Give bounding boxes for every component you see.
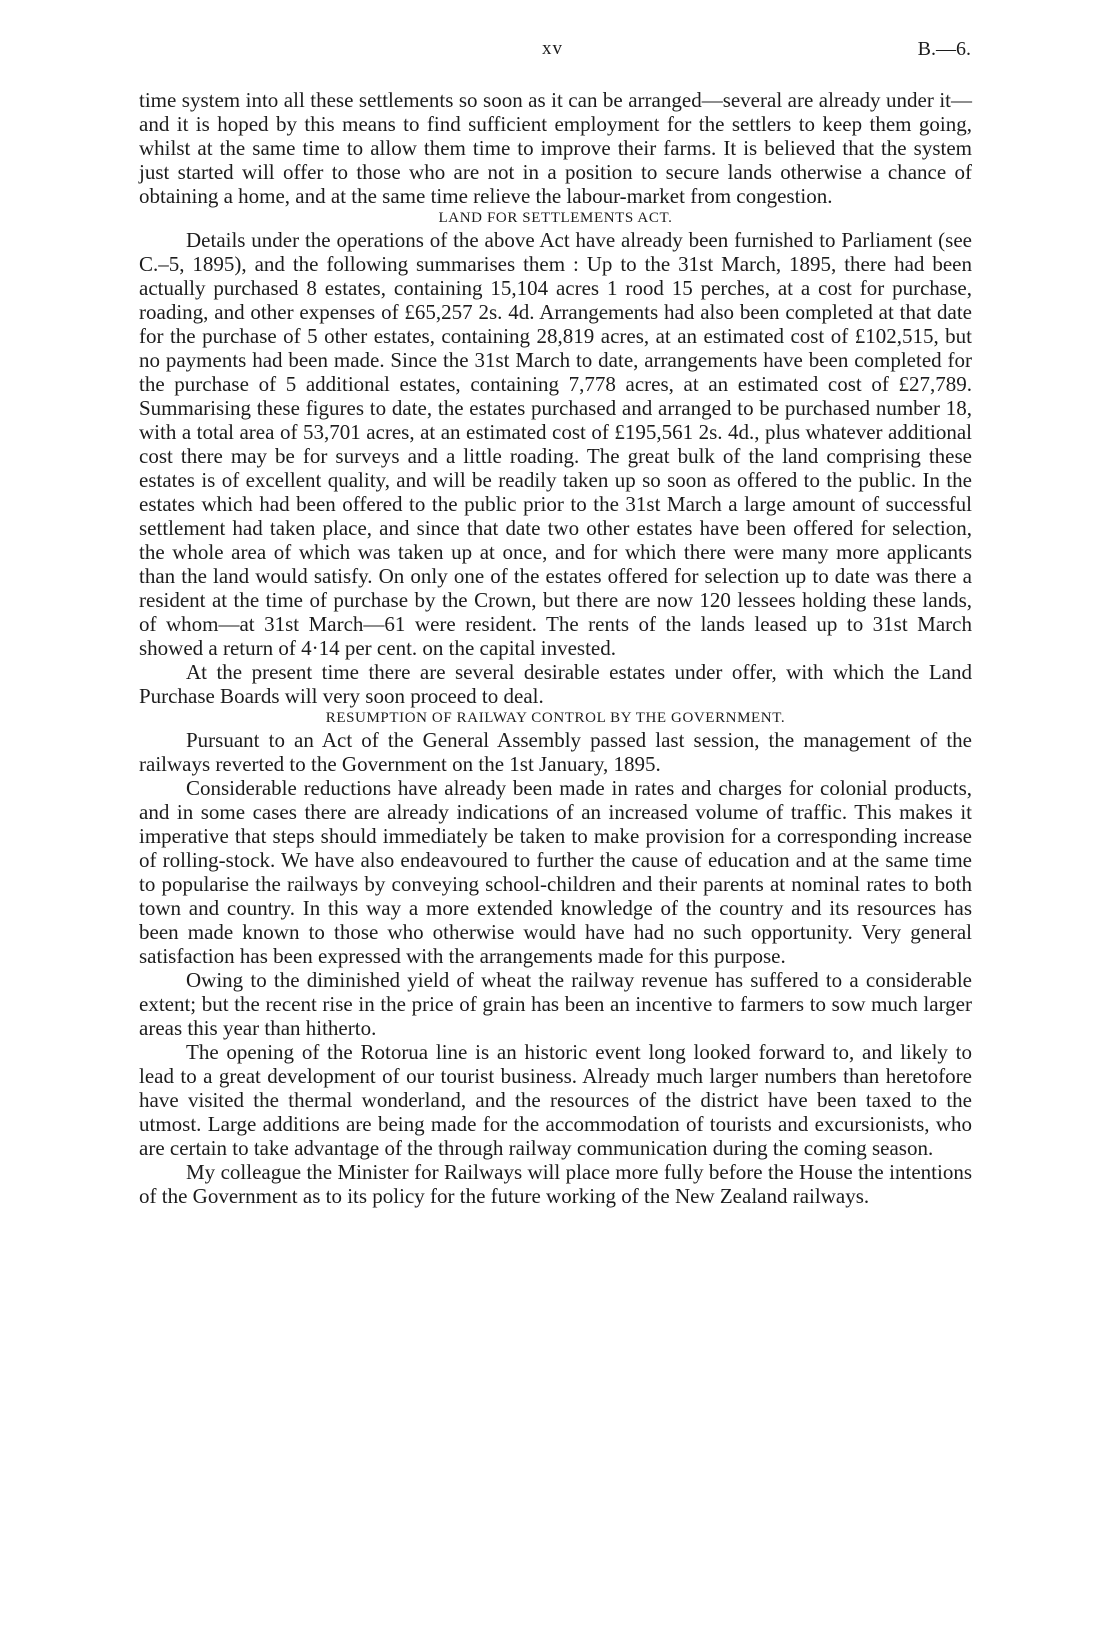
- paragraph: The opening of the Rotorua line is an historic event long looked forward to, and likely to lead to a great development of our tourist business. Already much larger numbers than heretofore have visited the thermal wonderland, and the resources of the district have been taxed to the utmost. Large additions are being made for the accommodation of tourists and excursionists, who are certain to take advantage of the through railway communication during the coming season.: [139, 1040, 972, 1160]
- body-text: [139, 88, 972, 1208]
- page-number: xv: [542, 38, 563, 59]
- paragraph: Pursuant to an Act of the General Assembly passed last session, the management of the railways reverted to the Government on the 1st January, 1895.: [139, 728, 972, 776]
- paragraph: Owing to the diminished yield of wheat the railway revenue has suffered to a considerable extent; but the recent rise in the price of grain has been an incentive to farmers to sow much larger areas this year than hitherto.: [139, 968, 972, 1040]
- section-heading-land-for-settlements: LAND FOR SETTLEMENTS ACT.: [438, 210, 673, 226]
- document-reference: B.—6.: [917, 38, 971, 60]
- page-header: [0, 38, 1114, 68]
- section-heading-railway-control: RESUMPTION OF RAILWAY CONTROL BY THE GOVERNMENT.: [325, 710, 786, 726]
- paragraph: My colleague the Minister for Railways will place more fully before the House the intentions of the Government as to its policy for the future working of the New Zealand railways.: [139, 1160, 972, 1208]
- paragraph: Details under the operations of the above Act have already been furnished to Parliament (see C.–5, 1895), and the following summarises them : Up to the 31st March, 1895, there had been actually purchased 8 estates, containing 15,104 acres 1 rood 15 perches, at a cost for purchase, roading, and other expenses of £65,257 2s. 4d. Arrangements had also been completed at that date for the purchase of 5 other estates, containing 28,819 acres, at an estimated cost of £102,515, but no payments had been made. Since the 31st March to date, arrangements have been completed for the purchase of 5 additional estates, containing 7,778 acres, at an estimated cost of £27,789. Summarising these figures to date, the estates purchased and arranged to be purchased number 18, with a total area of 53,701 acres, at an estimated cost of £195,561 2s. 4d., plus whatever additional cost there may be for surveys and a little roading. The great bulk of the land comprising these estates is of excellent quality, and will be readily taken up so soon as offered to the public. In the estates which had been offered to the public prior to the 31st March a large amount of successful settlement had taken place, and since that date two other estates have been offered for selection, the whole area of which was taken up at once, and for which there were many more applicants than the land would satisfy. On only one of the estates offered for selection up to date was there a resident at the time of purchase by the Crown, but there are now 120 lessees holding these lands, of whom—at 31st March—61 were resident. The rents of the lands leased up to 31st March showed a return of 4·14 per cent. on the capital invested.: [139, 228, 972, 660]
- paragraph: At the present time there are several desirable estates under offer, with which the Land Purchase Boards will very soon proceed to deal.: [139, 660, 972, 708]
- paragraph-continued: time system into all these settlements so soon as it can be arranged—several are already under it—and it is hoped by this means to find sufficient employment for the settlers to keep them going, whilst at the same time to allow them time to improve their farms. It is believed that the system just started will offer to those who are not in a position to secure lands otherwise a chance of obtaining a home, and at the same time relieve the labour-market from congestion.: [139, 88, 972, 208]
- paragraph: Considerable reductions have already been made in rates and charges for colonial products, and in some cases there are already indications of an increased volume of traffic. This makes it imperative that steps should immediately be taken to make provision for a corresponding increase of rolling-stock. We have also endeavoured to further the cause of education and at the same time to popularise the railways by conveying school-children and their parents at nominal rates to both town and country. In this way a more extended knowledge of the country and its resources has been made known to those who otherwise would have had no such opportunity. Very general satisfaction has been expressed with the arrangements made for this purpose.: [139, 776, 972, 968]
